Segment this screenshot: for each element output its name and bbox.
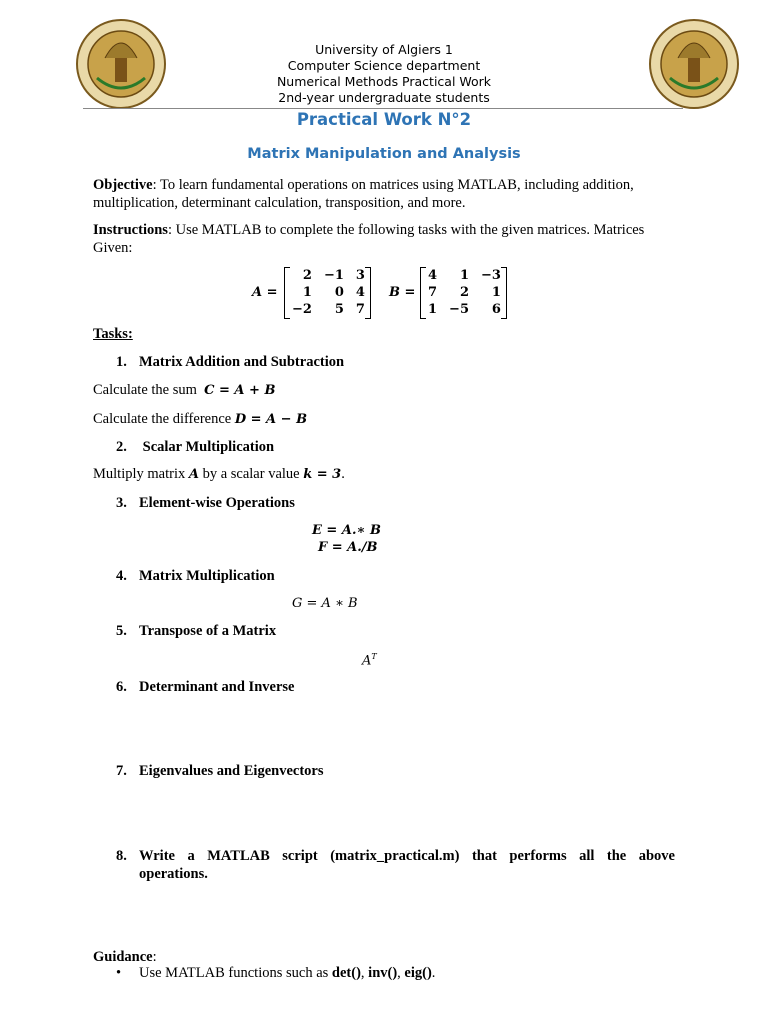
course-name: Numerical Methods Practical Work xyxy=(276,74,492,89)
objective-text: : To learn fundamental operations on matrices using MATLAB, including addition, multiplication, determinant calculation, transposition, and more. xyxy=(93,177,634,211)
page-title: Practical Work N°2 xyxy=(296,110,472,129)
guidance-heading: Guidance: xyxy=(93,949,157,965)
task-5-heading: 5. Transpose of a Matrix xyxy=(116,623,277,639)
instructions-text: : Use MATLAB to complete the following tasks with the given matrices. Matrices Given: xyxy=(93,222,645,256)
matrix-b-cell: −3 xyxy=(481,268,501,283)
matrix-b-cell: 1 xyxy=(428,302,438,317)
header-divider xyxy=(83,108,683,109)
matrix-a-cell: 3 xyxy=(355,268,365,283)
matrix-b-row xyxy=(422,301,507,318)
task-2-text: Multiply matrix A by a scalar value k = 3. xyxy=(93,466,345,482)
matrix-b-cell: 2 xyxy=(459,285,469,300)
task-4-heading: 4. Matrix Multiplication xyxy=(116,568,275,584)
guidance-bullet: • Use MATLAB functions such as det(), inv(), eig(). xyxy=(116,965,436,981)
matrix-a-cell: 4 xyxy=(355,285,365,300)
matrix-b-row xyxy=(422,284,507,301)
matrix-a-cell: 7 xyxy=(355,302,365,317)
bullet-icon: • xyxy=(116,965,122,981)
matrix-b-label: B = xyxy=(389,285,416,300)
document-header xyxy=(0,42,768,106)
task-7-heading: 7. Eigenvalues and Eigenvectors xyxy=(116,763,324,779)
sum-equation: C = A + B xyxy=(204,383,276,398)
matrix-b-row xyxy=(422,267,507,284)
matrix-b-cell: 1 xyxy=(491,285,501,300)
matrix-mult-equation: G = A ∗ B xyxy=(292,596,358,611)
matrix-a-cell: 5 xyxy=(334,302,344,317)
matrix-b-cell: 4 xyxy=(428,268,438,283)
matrix-b-cell: 7 xyxy=(428,285,438,300)
matrix-a xyxy=(284,267,371,318)
matrix-a-cell: 2 xyxy=(302,268,312,283)
instructions-label: Instructions xyxy=(93,222,168,238)
elementwise-div-equation: F = A./B xyxy=(318,540,378,555)
student-level: 2nd-year undergraduate students xyxy=(278,90,490,105)
matrix-a-row xyxy=(286,301,371,318)
tasks-heading: Tasks: xyxy=(93,326,133,342)
matrix-a-cell: 1 xyxy=(302,285,312,300)
objective-label: Objective xyxy=(93,177,153,193)
elementwise-mult-equation: E = A.∗ B xyxy=(312,523,381,538)
task-2-heading: 2. Scalar Multiplication xyxy=(116,439,275,455)
task-3-heading: 3. Element-wise Operations xyxy=(116,495,295,511)
matrix-a-cell: 0 xyxy=(334,285,344,300)
university-name: University of Algiers 1 xyxy=(315,42,453,57)
department-name: Computer Science department xyxy=(287,58,481,73)
task-6-heading: 6. Determinant and Inverse xyxy=(116,679,295,695)
matrix-a-label: A = xyxy=(252,285,278,300)
matrix-a-cell: −1 xyxy=(323,268,344,283)
difference-equation: D = A − B xyxy=(234,412,308,427)
matrix-b xyxy=(420,267,507,318)
task-1-diff-line: Calculate the difference D = A − B xyxy=(93,411,308,427)
transpose-expression: $A^T$ xyxy=(362,652,377,669)
matrix-b-cell: 6 xyxy=(491,302,501,317)
matrix-a-row xyxy=(286,267,371,284)
task-8-heading: 8. Write a MATLAB script (matrix_practical.m) that performs all the above operations. xyxy=(116,848,675,882)
objective-paragraph xyxy=(93,176,675,212)
page-subtitle: Matrix Manipulation and Analysis xyxy=(247,146,521,162)
task-1-sum-line: Calculate the sum C = A + B xyxy=(93,382,276,398)
task-1-heading: 1. Matrix Addition and Subtraction xyxy=(116,354,345,370)
matrix-b-cell: −5 xyxy=(449,302,469,317)
matrix-a-cell: −2 xyxy=(292,302,312,317)
matrix-b-cell: 1 xyxy=(459,268,469,283)
instructions-paragraph xyxy=(93,221,675,257)
matrix-a-row xyxy=(286,284,371,301)
